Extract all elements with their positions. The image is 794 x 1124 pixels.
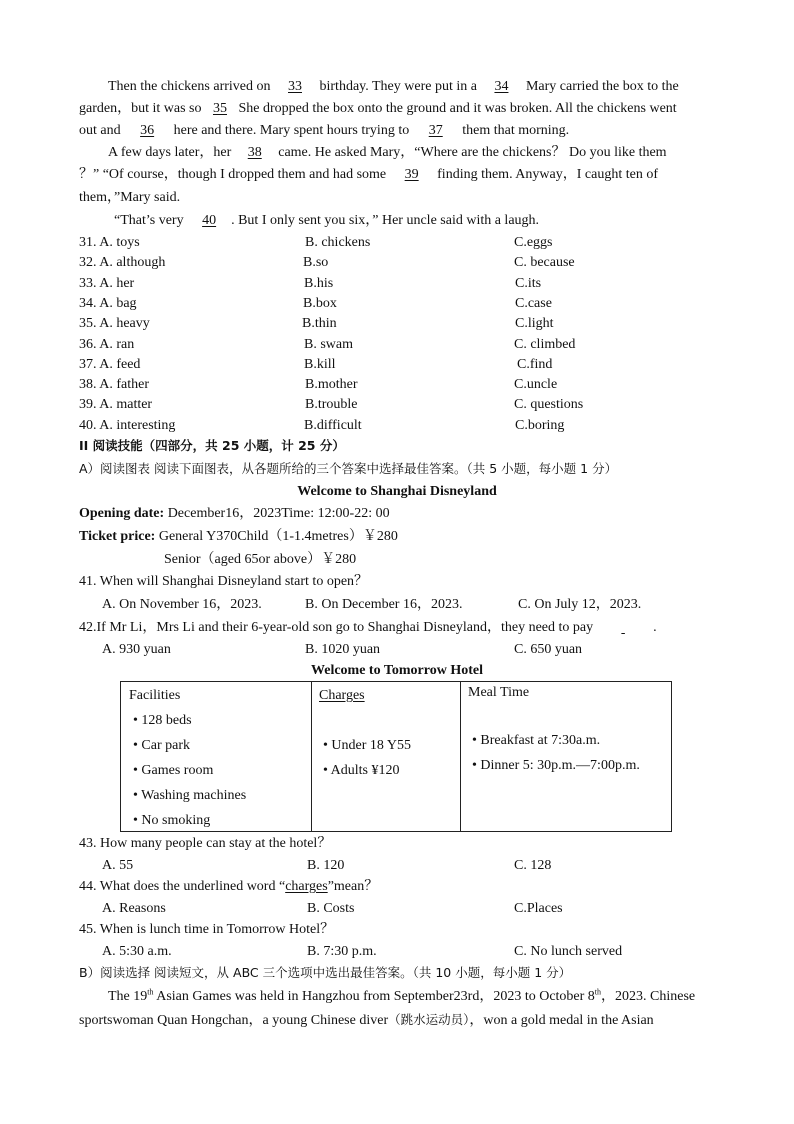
passage-line: out and 36 here and there. Mary spent hours trying to 37 them that morning. [79,120,569,142]
meal-item: • Breakfast at 7:30a.m. [472,733,601,748]
disney-senior: Senior（aged 65or above）￥280 [164,552,357,567]
cloze-option-31-c: C.eggs [514,235,553,250]
option-43-b: B. 120 [307,858,345,873]
option-44-c: C.Places [514,901,563,916]
option-41-b: B. On December 16，2023. [305,597,463,612]
cloze-option-39-c: C. questions [514,397,584,412]
cloze-option-32-a: 32. A. although [79,255,166,270]
option-45-c: C. No lunch served [514,944,623,959]
cloze-option-32-b: B.so [303,255,329,270]
cloze-option-39-a: 39. A. matter [79,397,153,412]
question-44: 44. What does the underlined word “charges”mean？ [79,879,379,894]
option-41-a: A. On November 16，2023. [102,597,262,612]
passage-b-line: The 19th Asian Games was held in Hangzhou from September23rd，2023 to October 8th，2023. Chinese [108,987,696,1004]
passage-line: Then the chickens arrived on 33 birthday. They were put in a 34 Mary carried the box to the [108,76,679,98]
cloze-option-37-c: C.find [517,357,553,372]
cloze-option-37-b: B.kill [304,357,336,372]
cloze-option-35-b: B.thin [302,316,337,331]
facility-item: • Games room [133,763,214,778]
cloze-option-40-b: B.difficult [304,418,362,433]
meal-item: • Dinner 5: 30p.m.—7:00p.m. [472,758,640,773]
option-42-b: B. 1020 yuan [305,642,381,657]
blank-40: 40 [202,213,217,228]
facility-item: • 128 beds [133,713,192,728]
option-44-b: B. Costs [307,901,355,916]
cloze-option-35-a: 35. A. heavy [79,316,150,331]
cloze-option-39-b: B.trouble [305,397,358,412]
hotel-title: Welcome to Tomorrow Hotel [311,663,483,678]
facilities-header: Facilities [129,688,181,703]
cloze-option-33-b: B.his [304,276,334,291]
underlined-word: charges [285,879,328,894]
cloze-option-40-c: C.boring [515,418,565,433]
passage-line: A few days later，her 38 came. He asked Mary，“Where are the chickens？ Do you like them [108,142,667,164]
facility-item: • Washing machines [133,788,247,803]
cloze-option-36-c: C. climbed [514,337,576,352]
cloze-option-35-c: C.light [515,316,554,331]
blank-42 [601,617,645,639]
passage-line: garden，but it was so 35 She dropped the box onto the ground and it was broken. All the chickens went [79,98,677,120]
passage-line: ？” “Of course，though I dropped them and had some 39 finding them. Anyway，I caught ten of [79,164,658,186]
cloze-option-38-a: 38. A. father [79,377,149,392]
blank-39: 39 [404,167,419,182]
charges-cell [312,682,461,832]
cloze-option-38-b: B.mother [305,377,358,392]
cloze-option-34-a: 34. A. bag [79,296,137,311]
part-a-instructions: A）阅读图表 阅读下面图表，从各题所给的三个答案中选择最佳答案。（共 5 小题，每小题 1 分） [79,461,618,476]
passage-line: “That’s very 40 . But I only sent you six，” Her uncle said with a laugh. [114,210,539,232]
option-42-c: C. 650 yuan [514,642,583,657]
option-42-a: A. 930 yuan [102,642,171,657]
passage-line: them，”Mary said. [79,190,181,205]
option-43-c: C. 128 [514,858,552,873]
question-41: 41. When will Shanghai Disneyland start to open？ [79,574,369,589]
disney-opening: Opening date: December16，2023Time: 12:00-22: 00 [79,506,390,521]
cloze-option-31-b: B. chickens [305,235,371,250]
meal-time-header: Meal Time [468,685,530,700]
cloze-option-38-c: C.uncle [514,377,558,392]
option-45-b: B. 7:30 p.m. [307,944,377,959]
blank-36: 36 [140,123,155,138]
charge-item: • Adults ¥120 [323,763,400,778]
option-41-c: C. On July 12，2023. [518,597,642,612]
blank-35: 35 [212,101,227,116]
option-44-a: A. Reasons [102,901,166,916]
blank-34: 34 [494,79,509,94]
question-42: 42.If Mr Li，Mrs Li and their 6-year-old son go to Shanghai Disneyland，they need to pay . [79,617,657,639]
cloze-option-36-a: 36. A. ran [79,337,135,352]
question-43: 43. How many people can stay at the hotel？ [79,836,332,851]
hotel-table [120,681,672,832]
option-45-a: A. 5:30 a.m. [102,944,172,959]
cloze-option-40-a: 40. A. interesting [79,418,176,433]
cloze-option-36-b: B. swam [304,337,353,352]
cloze-option-31-a: 31. A. toys [79,235,140,250]
blank-38: 38 [247,145,262,160]
cloze-option-34-c: C.case [515,296,552,311]
charges-header: Charges [319,688,365,703]
blank-37: 37 [428,123,443,138]
disney-title: Welcome to Shanghai Disneyland [297,484,497,499]
cloze-option-37-a: 37. A. feed [79,357,141,372]
option-43-a: A. 55 [102,858,134,873]
charge-item: • Under 18 Y55 [323,738,411,753]
disney-ticket: Ticket price: General Y370Child（1-1.4metres）￥280 [79,529,398,544]
facility-item: • Car park [133,738,190,753]
blank-33: 33 [288,79,302,94]
cloze-option-32-c: C. because [514,255,575,270]
meal-time-cell [461,682,672,832]
facilities-cell [121,682,312,832]
cloze-option-34-b: B.box [303,296,337,311]
part-b-instructions: B）阅读选择 阅读短文，从 ABC 三个选项中选出最佳答案。（共 10 小题，每小题 1 分） [79,965,572,980]
question-45: 45. When is lunch time in Tomorrow Hotel？ [79,922,335,937]
cloze-option-33-c: C.its [515,276,542,291]
cloze-option-33-a: 33. A. her [79,276,135,291]
facility-item: • No smoking [133,813,211,828]
passage-b-line: sportswoman Quan Hongchan，a young Chinese diver（跳水运动员），won a gold medal in the Asian [79,1012,654,1028]
section-heading: II 阅读技能（四部分，共 25 小题，计 25 分） [79,438,345,453]
